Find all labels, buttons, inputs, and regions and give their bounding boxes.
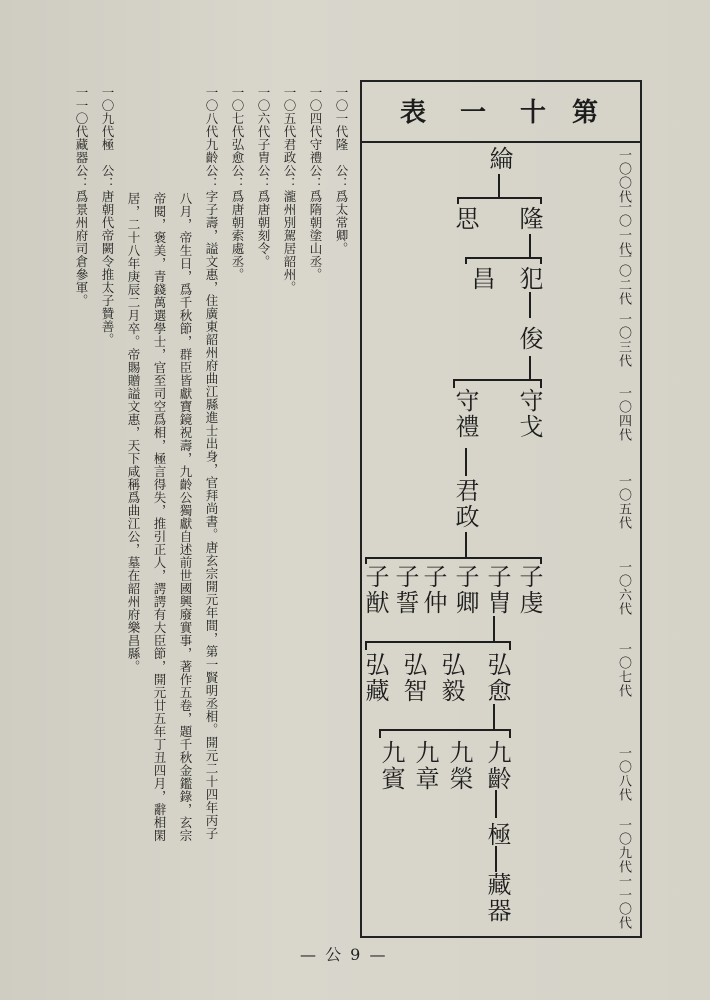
- gen-107: 一〇七代: [616, 642, 631, 698]
- name-hongyu: 弘愈: [483, 652, 511, 704]
- name-si: 思: [451, 206, 479, 232]
- name-jiurong: 九榮: [445, 740, 473, 792]
- note-107: 一〇七代弘愈公：爲唐朝索處丞。: [230, 86, 245, 281]
- name-jiubin: 九賓: [377, 740, 405, 792]
- name-hongyi: 弘毅: [437, 652, 465, 704]
- name-chang: 昌: [467, 266, 495, 292]
- gen-104: 一〇四代: [616, 386, 631, 442]
- note-108-line4: 居，二十八年庚辰二月卒。帝賜贈謚文惠，天下咸稱爲曲江公，墓在韶州府樂昌縣。: [126, 192, 141, 673]
- note-108-line2: 八月，帝生日，爲千秋節，群臣皆獻寶鏡祝壽，九齡公獨獻自述前世國興廢實事，著作五卷，題千秋金鑑錄，玄宗: [178, 192, 193, 842]
- name-jun: 俊: [515, 326, 543, 352]
- gen-109: 一〇九代: [616, 818, 631, 874]
- note-109: 一〇九代極 公：唐朝代帝闕令推太子贊善。: [100, 86, 115, 346]
- name-hongcang: 弘藏: [361, 652, 389, 704]
- table-title-char-4: 表: [400, 98, 427, 128]
- note-101: 一〇一代隆 公：爲太常卿。: [334, 86, 349, 255]
- name-long: 隆: [515, 206, 543, 232]
- name-junzheng: 君政: [451, 478, 479, 530]
- name-jiuzhang: 九章: [411, 740, 439, 792]
- name-ji: 極: [483, 822, 511, 848]
- name-zishi: 子誓: [391, 564, 419, 616]
- name-jiuling: 九齡: [483, 740, 511, 792]
- note-108-line3: 帝閱，褒美，青錢萬選學士，官至司空爲相，極言得失，推引正人，諤諤有大臣節，開元廿五年丁丑四月，辭相閑: [152, 192, 167, 842]
- name-cangqi: 藏器: [483, 872, 511, 924]
- name-fan: 犯: [515, 266, 543, 292]
- name-shouge: 守戈: [515, 388, 543, 440]
- note-108-line1: 一〇八代九齡公：字子壽，謚文惠，住廣東韶州府曲江縣進士出身，官拜尚書。唐玄宗開元年間，第一賢明丞相。開元二十四年丙子: [204, 86, 219, 840]
- gen-105: 一〇五代: [616, 474, 631, 530]
- gen-110: 一一〇代: [616, 874, 631, 930]
- gen-101: 一〇一代: [616, 200, 631, 256]
- name-ziyin: 子胄: [483, 564, 511, 616]
- gen-100: 一〇〇代: [616, 148, 631, 204]
- page-number: — 公 9 —: [300, 945, 388, 964]
- note-106: 一〇六代子胄公：爲唐朝刻令。: [256, 86, 271, 268]
- gen-103: 一〇三代: [616, 312, 631, 368]
- note-110: 一一〇代藏器公：爲景州府司倉參軍。: [74, 86, 89, 307]
- name-ziqian: 子虔: [515, 564, 543, 616]
- note-105: 一〇五代君政公：瀧州別駕居韶州。: [282, 86, 297, 294]
- name-ziqing: 子卿: [451, 564, 479, 616]
- name-ziyou: 子猷: [361, 564, 389, 616]
- name-zizhong: 子仲: [419, 564, 447, 616]
- note-104: 一〇四代守禮公：爲隋朝塗山丞。: [308, 86, 323, 281]
- table-title-char-1: 第: [572, 98, 599, 128]
- gen-102: 一〇二代: [616, 250, 631, 306]
- name-shouli: 守禮: [451, 388, 479, 440]
- gen-106: 一〇六代: [616, 560, 631, 616]
- gen-108: 一〇八代: [616, 746, 631, 802]
- table-title-char-3: 一: [460, 98, 487, 128]
- table-title-char-2: 十: [520, 98, 547, 128]
- name-hongzhi: 弘智: [399, 652, 427, 704]
- name-lun: 綸: [485, 146, 513, 172]
